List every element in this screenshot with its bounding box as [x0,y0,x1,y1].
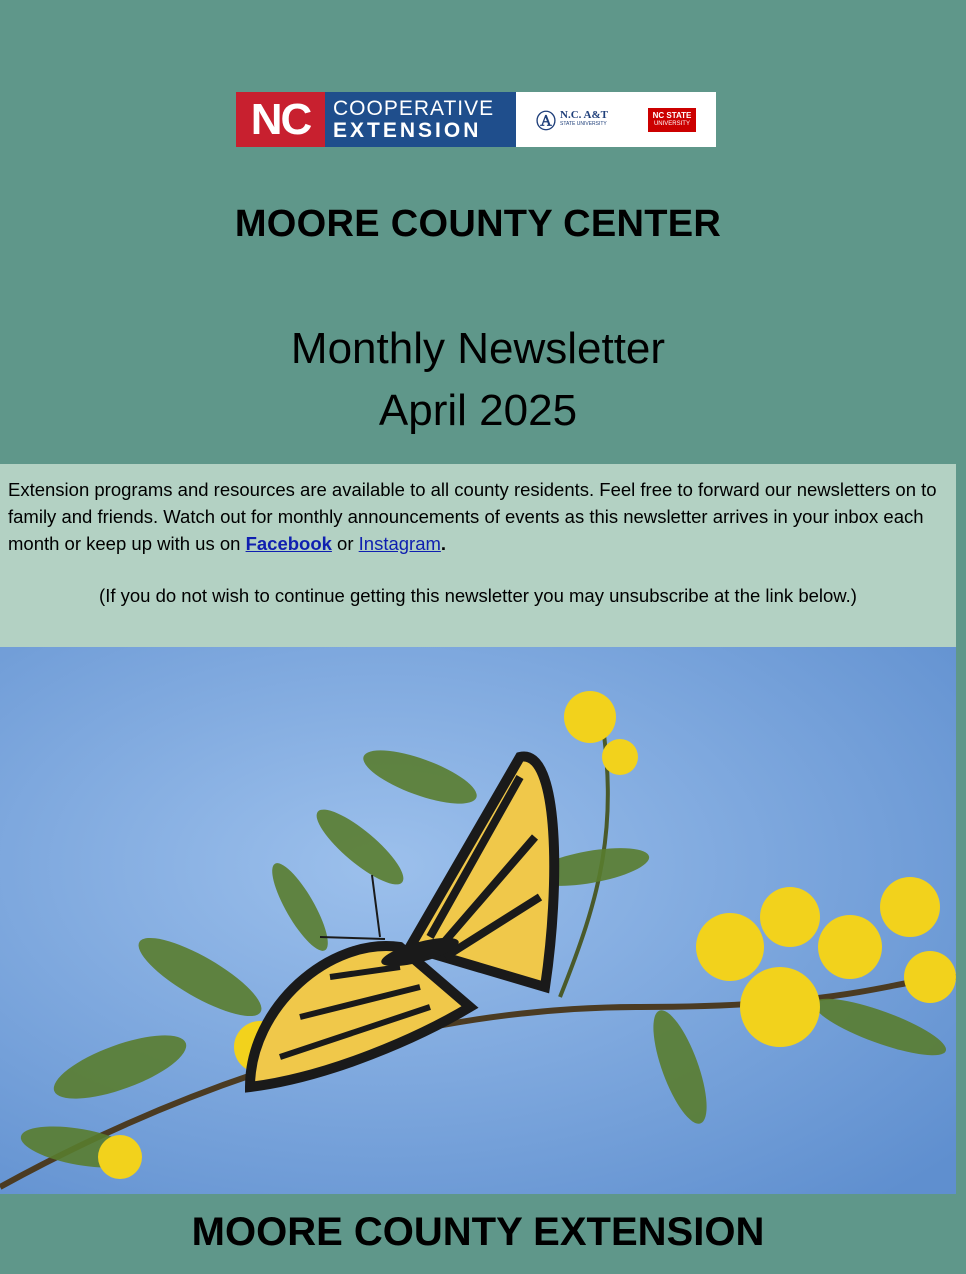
intro-paragraph [8,476,948,557]
cooperative-extension-logo [325,92,516,147]
ncat-name: N.C. A&T [560,108,608,121]
intro-between: or [331,533,359,554]
center-title: MOORE COUNTY CENTER [234,203,722,245]
newsletter-header [0,0,956,464]
footer-title: MOORE COUNTY EXTENSION [191,1210,765,1254]
ncstate-line-1: NC STATE [652,110,692,120]
extension-logo-banner [236,92,716,147]
issue-date: April 2025 [378,386,578,435]
intro-section [0,464,956,647]
newsletter-footer [0,1194,956,1274]
ncstate-line-2: UNIVERSITY [653,120,690,127]
nc-logo: NC [236,92,325,147]
logo-line-1: COOPERATIVE [333,96,495,120]
butterfly-photo [0,647,956,1194]
ncat-sub: STATE UNIVERSITY [560,120,607,127]
butterfly-illustration [0,647,956,1194]
partner-logos [516,92,716,147]
instagram-link[interactable]: Instagram [358,533,441,554]
ncstate-logo [648,108,696,132]
newsletter-title: Monthly Newsletter [290,324,666,373]
ncat-logo [536,105,608,134]
aggie-a-icon: Ⓐ [536,111,556,133]
intro-period: . [440,533,447,554]
newsletter-heading [0,318,956,442]
logo-line-2: EXTENSION [333,118,482,142]
intro-text: Extension programs and resources are available to all county residents. Feel free to forward our newsletters on to family and friends. Watch out for monthly announcements of events as this newsletter arrives in your inbox each month or keep up with us on [8,479,937,554]
facebook-link[interactable]: Facebook [245,533,332,554]
unsubscribe-note: (If you do not wish to continue getting this newsletter you may unsubscribe at the link below.) [99,585,857,606]
